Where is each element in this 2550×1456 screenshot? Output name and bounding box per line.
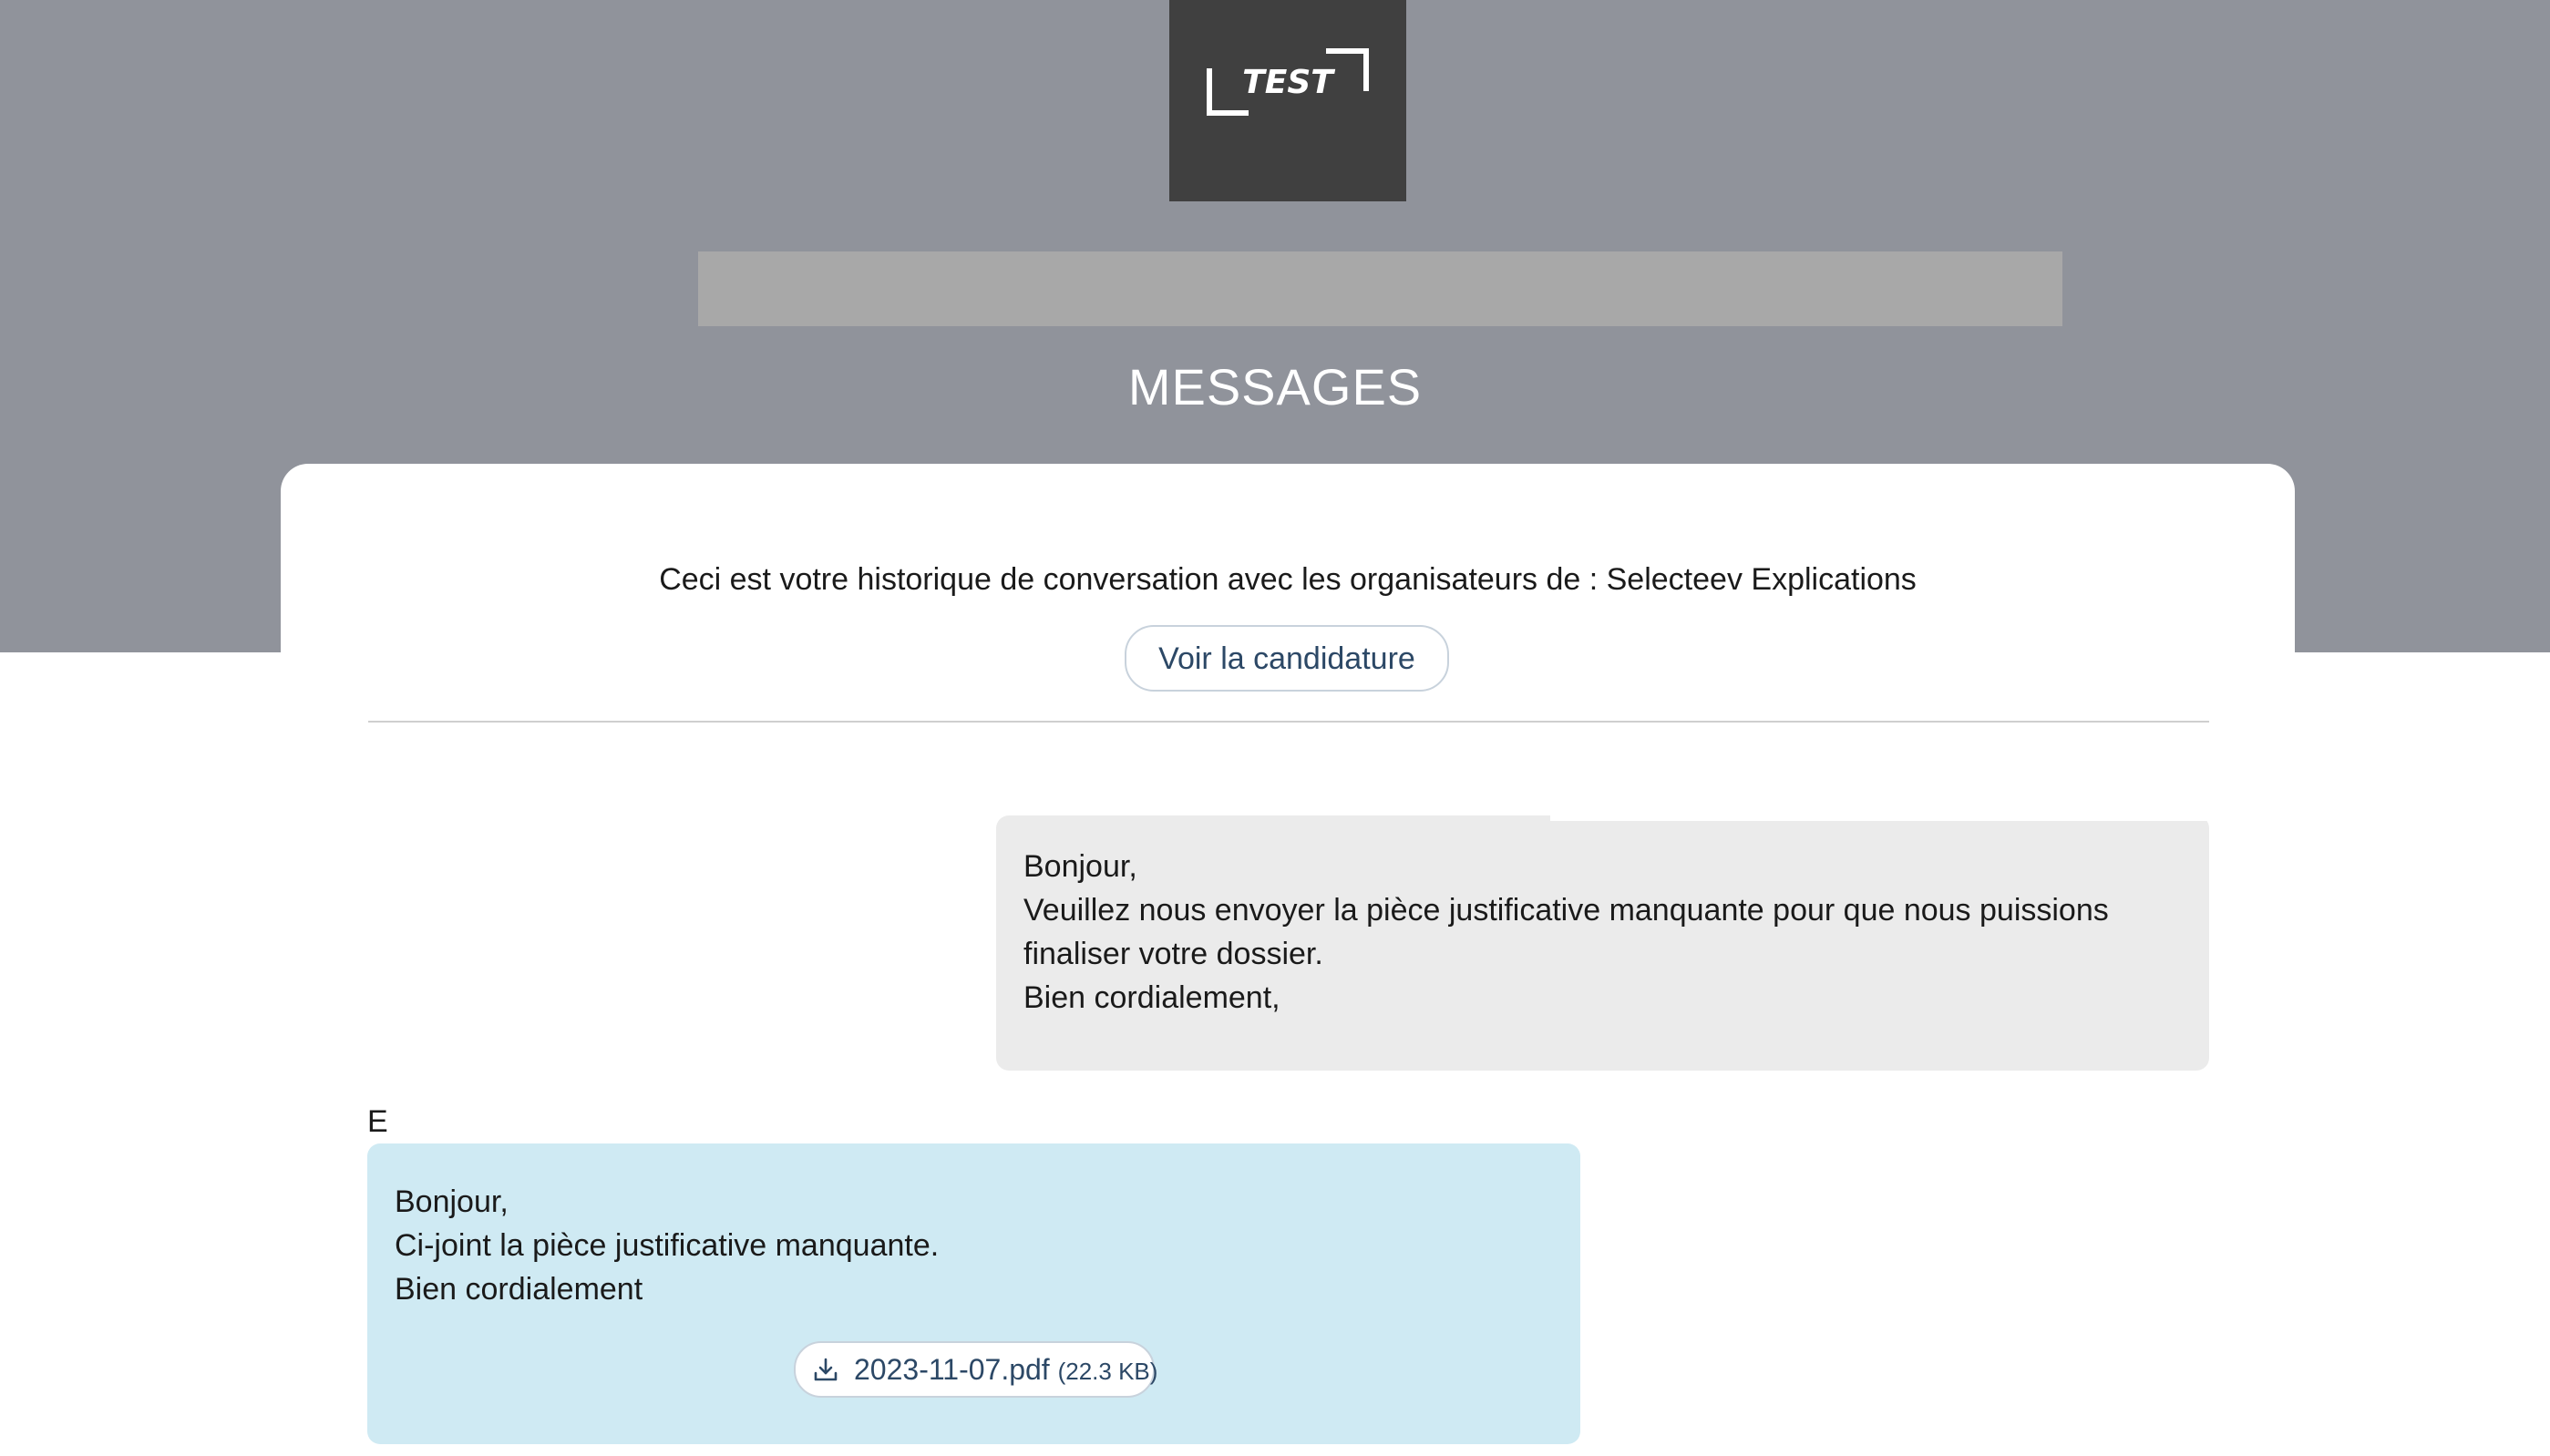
logo-text: TEST: [1242, 64, 1333, 101]
logo: [1169, 0, 1406, 201]
logo-mark-icon: [1169, 0, 1406, 201]
attachment-download-button[interactable]: [794, 1341, 1158, 1398]
attachment-filename: 2023-11-07.pdf: [854, 1353, 1050, 1386]
divider: [368, 721, 2209, 723]
attachment-size: (22.3 KB): [1057, 1358, 1158, 1385]
attachment-info: [854, 1343, 1157, 1398]
message-line: Bien cordialement: [395, 1272, 643, 1307]
message-line: Veuillez nous envoyer la pièce justificative manquante pour que nous puissions: [1023, 893, 2109, 928]
bubble-notch: [1550, 815, 2209, 821]
message-line: Bonjour,: [395, 1184, 509, 1219]
message-line: finaliser votre dossier.: [1023, 937, 1323, 971]
organizer-message-bubble: [996, 815, 2209, 1071]
user-message-bubble: [367, 1143, 1580, 1444]
banner-placeholder: [698, 251, 2062, 326]
sender-label: E: [367, 1104, 388, 1133]
download-icon: [812, 1356, 839, 1383]
message-line: Ci-joint la pièce justificative manquante.: [395, 1228, 940, 1263]
message-line: Bonjour,: [1023, 849, 1137, 884]
message-line: Bien cordialement,: [1023, 980, 1280, 1015]
page-title: MESSAGES: [1127, 358, 1423, 415]
conversation-intro: Ceci est votre historique de conversation avec les organisateurs de : Selecteev Explications: [659, 562, 1917, 597]
view-application-button[interactable]: Voir la candidature: [1125, 625, 1449, 692]
